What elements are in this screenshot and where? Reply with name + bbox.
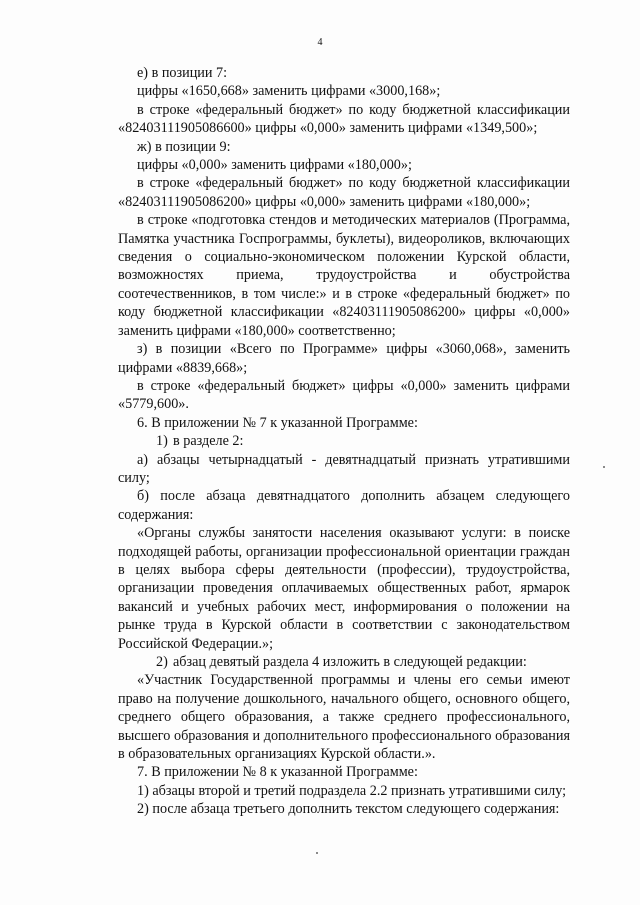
paragraph-1: е) в позиции 7: bbox=[137, 65, 228, 81]
paragraph-9: в строке «федеральный бюджет» цифры «0,000» заменить цифрами «5779,600». bbox=[118, 377, 570, 413]
paragraph-17: 7. В приложении № 8 к указанной Программе: bbox=[137, 764, 418, 781]
scan-speck bbox=[603, 466, 605, 468]
paragraph-12: а) абзацы четырнадцатый - девятнадцатый признать утратившими силу; bbox=[118, 451, 570, 486]
paragraph-10: 6. В приложении № 7 к указанной Программе: bbox=[137, 414, 418, 431]
document-body bbox=[118, 64, 570, 819]
list-number: 2) bbox=[156, 654, 168, 670]
list-text: в разделе 2: bbox=[173, 433, 244, 450]
paragraph-16: «Участник Государственной программы и члены его семьи имеют право на получение дошкольного, начального общего, основного общего, среднего общего образования, а также среднего профессионального, высшего образования и дополнительного профессионального образования в образовательных организациях Курской области.». bbox=[118, 672, 570, 763]
paragraph-7: в строке «подготовка стендов и методических материалов (Программа, Памятка участника Госпрограммы, буклеты), видеороликов, включающих сведения о социально-экономическом положении Курской области, возможностях приема, трудоустройства и обустройства соотечественников, в том числе:» и в строке «федеральный бюджет» по коду бюджетной классификации «82403111905086200» цифры «0,000» заменить цифрами «180,000» соответственно; bbox=[118, 212, 570, 339]
paragraph-11 bbox=[118, 432, 570, 450]
paragraph-14: «Органы службы занятости населения оказывают услуги: в поиске подходящей работы, организации профессиональной ориентации граждан в целях выбора сферы деятельности (профессии), трудоустройства, организации проведения оплачиваемых общественных работ, ярмарок вакансий и учебных рабочих мест, информирования о положении на рынке труда в Курской области в соответствии с законодательством Российской Федерации.»; bbox=[118, 525, 570, 652]
list-number: 1) bbox=[156, 433, 168, 450]
paragraph-4: ж) в позиции 9: bbox=[137, 138, 231, 155]
paragraph-15 bbox=[118, 653, 570, 671]
scan-speck bbox=[316, 852, 318, 854]
paragraph-13: б) после абзаца девятнадцатого дополнить абзацем следующего содержания: bbox=[118, 488, 570, 523]
paragraph-2: цифры «1650,668» заменить цифрами «3000,168»; bbox=[137, 83, 441, 100]
paragraph-5: цифры «0,000» заменить цифрами «180,000»; bbox=[137, 157, 412, 174]
paragraph-19: 2) после абзаца третьего дополнить текстом следующего содержания: bbox=[137, 801, 560, 818]
page-number: 4 bbox=[317, 37, 323, 48]
list-text: абзац девятый раздела 4 изложить в следующей редакции: bbox=[173, 654, 527, 670]
paragraph-3: в строке «федеральный бюджет» по коду бюджетной классификации «82403111905086600» цифры «0,000» заменить цифрами «1349,500»; bbox=[118, 101, 570, 137]
paragraph-8: з) в позиции «Всего по Программе» цифры «3060,068», заменить цифрами «8839,668»; bbox=[118, 341, 570, 376]
paragraph-18: 1) абзацы второй и третий подраздела 2.2 признать утратившими силу; bbox=[137, 782, 567, 799]
paragraph-6: в строке «федеральный бюджет» по коду бюджетной классификации «82403111905086200» цифры «0,000» заменить цифрами «180,000»; bbox=[118, 175, 570, 210]
